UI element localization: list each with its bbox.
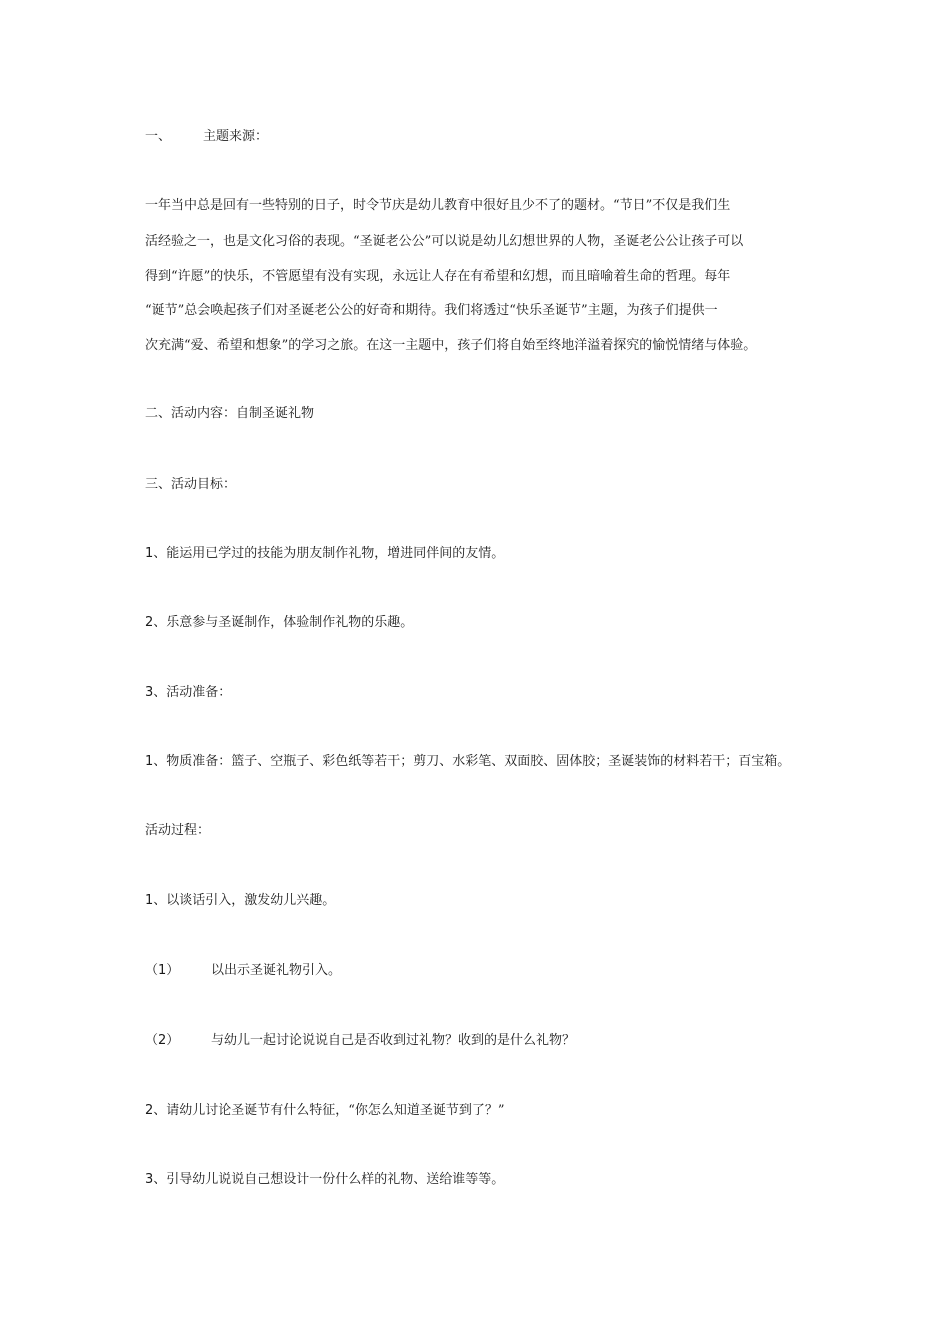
section-marker: 一、 xyxy=(145,129,172,144)
goal-item xyxy=(145,545,504,563)
materials-item xyxy=(145,753,790,771)
substep-marker: （2） xyxy=(145,1033,180,1048)
process-heading: 活动过程： xyxy=(145,823,211,838)
intro-line-1: 一年当中总是回有一些特别的日子，时令节庆是幼儿教育中很好且少不了的题材。“节日”不仅是我们生 xyxy=(145,198,731,213)
substep-text: 以出示圣诞礼物引入。 xyxy=(211,963,342,978)
goal-number: 2 xyxy=(145,615,154,630)
goal-text: 、活动准备： xyxy=(153,685,232,700)
intro-line-5: 次充满“爱、希望和想象”的学习之旅。在这一主题中，孩子们将自始至终地洋溢着探究的愉悦情绪与体验。 xyxy=(145,338,757,353)
process-step xyxy=(145,1102,505,1120)
materials-text: 、物质准备：篮子、空瓶子、彩色纸等若干；剪刀、水彩笔、双面胶、固体胶；圣诞装饰的材料若干；百宝箱。 xyxy=(153,754,791,769)
intro-line-3: 得到“许愿”的快乐，不管愿望有没有实现，永远让人存在有希望和幻想，而且暗喻着生命的哲理。每年 xyxy=(145,269,731,284)
step-number: 1 xyxy=(145,893,154,908)
process-step xyxy=(145,1171,504,1189)
step-number: 2 xyxy=(145,1103,154,1118)
goal-text: 、能运用已学过的技能为朋友制作礼物，增进同伴间的友情。 xyxy=(153,546,505,561)
goal-item xyxy=(145,614,413,632)
goal-number: 3 xyxy=(145,685,154,700)
section-heading-source xyxy=(145,128,268,146)
step-text: 、请幼儿讨论圣诞节有什么特征，“你怎么知道圣诞节到了？” xyxy=(153,1103,505,1118)
intro-line-4: “诞节”总会唤起孩子们对圣诞老公公的好奇和期待。我们将透过“快乐圣诞节”主题，为孩子们提供一 xyxy=(145,303,718,318)
goal-item xyxy=(145,684,231,702)
section-heading-goals: 三、活动目标： xyxy=(145,477,237,492)
materials-number: 1 xyxy=(145,754,154,769)
step-number: 3 xyxy=(145,1172,154,1187)
process-step xyxy=(145,892,335,910)
process-substep xyxy=(145,1032,575,1050)
goal-text: 、乐意参与圣诞制作，体验制作礼物的乐趣。 xyxy=(153,615,414,630)
intro-line-2: 活经验之一，也是文化习俗的表现。“圣诞老公公”可以说是幼儿幻想世界的人物，圣诞老公公让孩子可以 xyxy=(145,234,744,249)
substep-marker: （1） xyxy=(145,963,180,978)
section-title: 主题来源： xyxy=(203,129,269,144)
step-text: 、引导幼儿说说自己想设计一份什么样的礼物、送给谁等等。 xyxy=(153,1172,505,1187)
goal-number: 1 xyxy=(145,546,154,561)
substep-text: 与幼儿一起讨论说说自己是否收到过礼物？收到的是什么礼物？ xyxy=(211,1033,576,1048)
step-text: 、以谈话引入，激发幼儿兴趣。 xyxy=(153,893,336,908)
section-heading-content: 二、活动内容：自制圣诞礼物 xyxy=(145,406,315,421)
process-substep xyxy=(145,962,341,980)
